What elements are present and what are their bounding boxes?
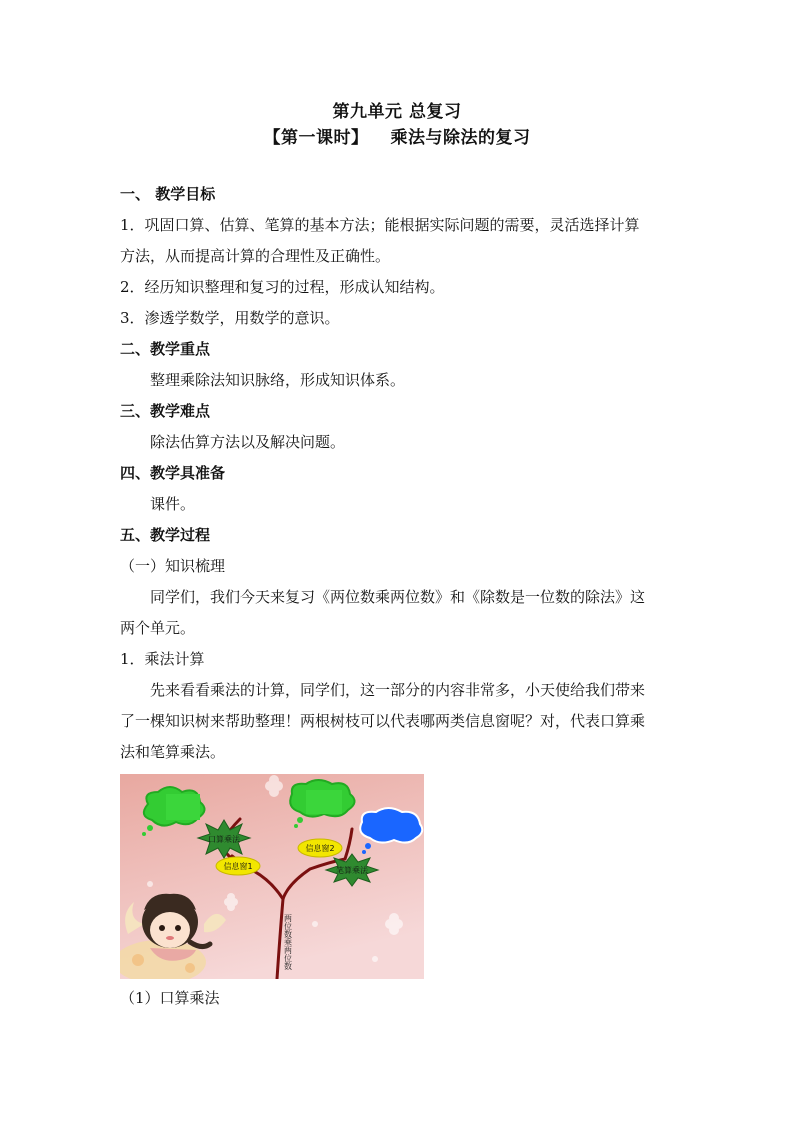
star-right-label: 笔算乘法 bbox=[336, 866, 368, 875]
left-cloud-box bbox=[166, 794, 200, 820]
oval-left-label: 信息窗1 bbox=[223, 862, 253, 871]
paragraph-2-line-1: 先来看看乘法的计算，同学们，这一部分的内容非常多，小天使给我们带来 bbox=[150, 681, 646, 699]
item-multiplication: 1．乘法计算 bbox=[120, 650, 205, 668]
paragraph-1-line-2: 两个单元。 bbox=[120, 619, 196, 637]
paragraph-1-line-1: 同学们，我们今天来复习《两位数乘两位数》和《除数是一位数的除法》这 bbox=[150, 588, 646, 606]
lesson-topic: 乘法与除法的复习 bbox=[390, 128, 531, 148]
right-cloud-box bbox=[306, 790, 342, 814]
lesson-subtitle bbox=[0, 123, 794, 148]
knowledge-tree-illustration bbox=[120, 774, 424, 979]
blue-cloud bbox=[360, 808, 422, 843]
goals-heading: 一、 教学目标 bbox=[120, 185, 216, 203]
goal-1-line-1: 1．巩固口算、估算、笔算的基本方法；能根据实际问题的需要，灵活选择计算 bbox=[120, 216, 640, 234]
goal-3: 3．渗透学数学，用数学的意识。 bbox=[120, 309, 340, 327]
difficulties-heading: 三、教学难点 bbox=[120, 402, 211, 420]
lesson-label: 【第一课时】 bbox=[263, 128, 369, 148]
preparation-heading: 四、教学具准备 bbox=[120, 464, 226, 482]
process-heading: 五、教学过程 bbox=[120, 526, 211, 544]
oval-right-label: 信息窗2 bbox=[305, 844, 335, 853]
goal-1-line-2: 方法，从而提高计算的合理性及正确性。 bbox=[120, 247, 391, 265]
key-points-text: 整理乘除法知识脉络，形成知识体系。 bbox=[150, 371, 406, 389]
goal-2: 2．经历知识整理和复习的过程，形成认知结构。 bbox=[120, 278, 445, 296]
difficulties-text: 除法估算方法以及解决问题。 bbox=[150, 433, 346, 451]
page-title: 第九单元 总复习 bbox=[332, 102, 462, 122]
subsection-knowledge-review: （一）知识梳理 bbox=[120, 557, 226, 575]
knowledge-tree-figure bbox=[120, 774, 424, 979]
star-left-label: 口算乘法 bbox=[208, 835, 240, 844]
paragraph-2-line-2: 了一棵知识树来帮助整理！两根树枝可以代表哪两类信息窗呢？对，代表口算乘 bbox=[120, 712, 646, 730]
preparation-text: 课件。 bbox=[150, 495, 196, 513]
key-points-heading: 二、教学重点 bbox=[120, 340, 211, 358]
paragraph-2-line-3: 法和笔算乘法。 bbox=[120, 743, 226, 761]
trunk-label: 两位数乘两位数 bbox=[283, 914, 293, 970]
sub-item-mental-multiplication: （1）口算乘法 bbox=[120, 989, 220, 1007]
